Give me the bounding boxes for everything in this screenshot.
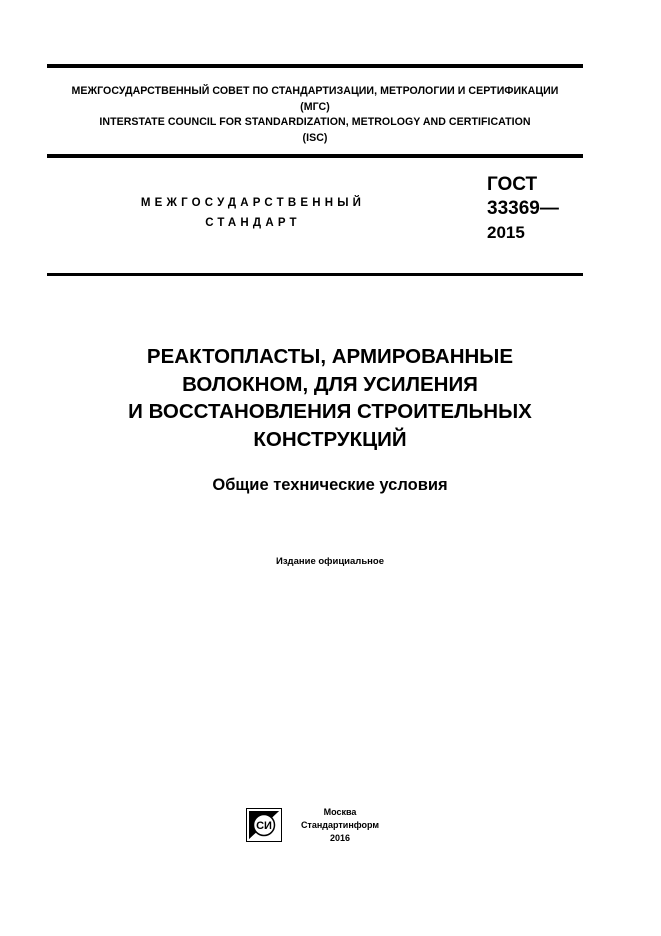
council-name-en: INTERSTATE COUNCIL FOR STANDARDIZATION, METROLOGY AND CERTIFICATION xyxy=(99,116,531,128)
top-rule xyxy=(47,64,583,68)
council-header xyxy=(47,84,583,146)
council-name-ru: МЕЖГОСУДАРСТВЕННЫЙ СОВЕТ ПО СТАНДАРТИЗАЦИИ, МЕТРОЛОГИИ И СЕРТИФИКАЦИИ xyxy=(71,85,559,97)
standartinform-logo-icon xyxy=(246,808,282,842)
designation-number: 33369— xyxy=(487,198,559,219)
title-line1: РЕАКТОПЛАСТЫ, АРМИРОВАННЫЕ xyxy=(146,345,514,368)
publisher-city: Москва xyxy=(323,807,357,817)
document-subtitle: Общие технические условия xyxy=(212,476,448,494)
title-line4: КОНСТРУКЦИЙ xyxy=(253,427,407,451)
standard-kind xyxy=(118,193,388,233)
designation-year: 2015 xyxy=(487,223,525,242)
council-abbr-en: (ISC) xyxy=(302,131,328,144)
bottom-rule xyxy=(47,273,583,276)
publisher-name: Стандартинформ xyxy=(300,820,380,830)
publisher-year: 2016 xyxy=(329,833,351,843)
document-title xyxy=(40,343,620,453)
middle-rule xyxy=(47,154,583,158)
edition-note: Издание официальное xyxy=(276,556,384,567)
designation-prefix: ГОСТ xyxy=(487,174,538,195)
publisher-imprint xyxy=(290,806,390,845)
standard-designation xyxy=(487,173,559,245)
logo-text: СИ xyxy=(256,820,272,833)
title-line3: И ВОССТАНОВЛЕНИЯ СТРОИТЕЛЬНЫХ xyxy=(128,400,532,423)
title-line2: ВОЛОКНОМ, ДЛЯ УСИЛЕНИЯ xyxy=(182,372,478,396)
standard-kind-line1: МЕЖГОСУДАРСТВЕННЫЙ xyxy=(140,197,366,209)
council-abbr-ru: (МГС) xyxy=(300,100,330,113)
standard-kind-line2: СТАНДАРТ xyxy=(205,217,301,229)
